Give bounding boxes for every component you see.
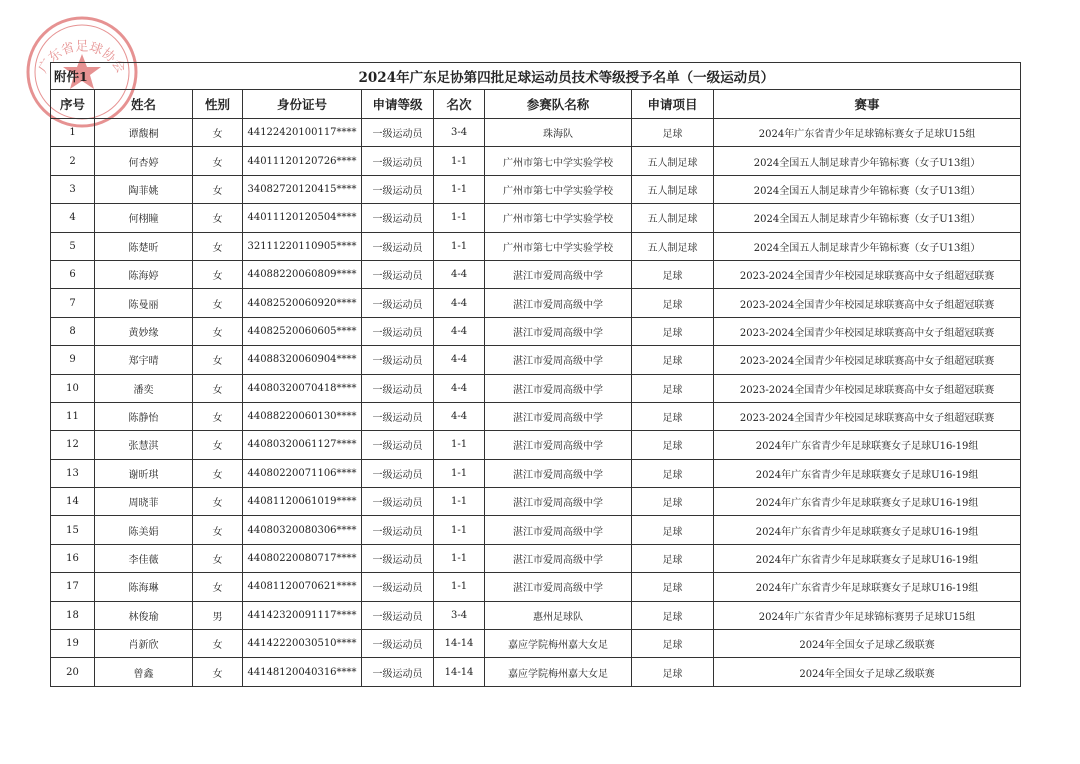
cell-gender: 男 — [193, 601, 243, 629]
table-row — [51, 516, 1021, 544]
cell-team: 湛江市爱周高级中学 — [485, 488, 632, 516]
seal-text: 广东省足球协会 — [35, 39, 129, 76]
cell-level: 一级运动员 — [362, 374, 434, 402]
cell-no: 3 — [51, 175, 95, 203]
cell-rank: 3-4 — [434, 119, 485, 147]
cell-rank: 1-1 — [434, 175, 485, 203]
cell-item: 五人制足球 — [632, 232, 714, 260]
cell-id: 44082520060920**** — [243, 289, 362, 317]
cell-rank: 14-14 — [434, 630, 485, 658]
cell-name: 何杏婷 — [95, 147, 193, 175]
cell-no: 1 — [51, 119, 95, 147]
cell-gender: 女 — [193, 232, 243, 260]
cell-rank: 1-1 — [434, 147, 485, 175]
cell-gender: 女 — [193, 459, 243, 487]
cell-team: 湛江市爱周高级中学 — [485, 459, 632, 487]
cell-gender: 女 — [193, 260, 243, 288]
table-row — [51, 601, 1021, 629]
cell-item: 足球 — [632, 630, 714, 658]
cell-rank: 1-1 — [434, 573, 485, 601]
cell-no: 20 — [51, 658, 95, 686]
cell-team: 湛江市爱周高级中学 — [485, 374, 632, 402]
table-row — [51, 431, 1021, 459]
cell-no: 7 — [51, 289, 95, 317]
table-row — [51, 573, 1021, 601]
cell-item: 足球 — [632, 459, 714, 487]
cell-item: 五人制足球 — [632, 147, 714, 175]
cell-id: 44088220060809**** — [243, 260, 362, 288]
cell-team: 广州市第七中学实验学校 — [485, 232, 632, 260]
cell-team: 珠海队 — [485, 119, 632, 147]
cell-gender: 女 — [193, 374, 243, 402]
table-row — [51, 204, 1021, 232]
cell-rank: 4-4 — [434, 289, 485, 317]
cell-name: 何栩瞳 — [95, 204, 193, 232]
cell-no: 8 — [51, 317, 95, 345]
cell-event: 2024年广东省青少年足球锦标赛男子足球U15组 — [714, 601, 1021, 629]
cell-item: 足球 — [632, 402, 714, 430]
cell-gender: 女 — [193, 544, 243, 572]
cell-rank: 1-1 — [434, 516, 485, 544]
cell-level: 一级运动员 — [362, 346, 434, 374]
cell-name: 肖新欣 — [95, 630, 193, 658]
cell-event: 2024年广东省青少年足球联赛女子足球U16-19组 — [714, 459, 1021, 487]
table-body — [51, 119, 1021, 687]
cell-id: 44081120070621**** — [243, 573, 362, 601]
header-name: 姓名 — [95, 90, 193, 119]
table-row — [51, 260, 1021, 288]
cell-rank: 4-4 — [434, 402, 485, 430]
cell-name: 陈美娟 — [95, 516, 193, 544]
cell-event: 2024年广东省青少年足球联赛女子足球U16-19组 — [714, 431, 1021, 459]
cell-no: 5 — [51, 232, 95, 260]
document-title: 2024年广东足协第四批足球运动员技术等级授予名单（一级运动员） — [193, 63, 1021, 90]
cell-no: 18 — [51, 601, 95, 629]
cell-rank: 1-1 — [434, 459, 485, 487]
cell-no: 15 — [51, 516, 95, 544]
cell-item: 足球 — [632, 658, 714, 686]
cell-id: 44082520060605**** — [243, 317, 362, 345]
cell-gender: 女 — [193, 516, 243, 544]
cell-gender: 女 — [193, 402, 243, 430]
table-row — [51, 658, 1021, 686]
cell-no: 11 — [51, 402, 95, 430]
cell-level: 一级运动员 — [362, 431, 434, 459]
header-team: 参赛队名称 — [485, 90, 632, 119]
cell-level: 一级运动员 — [362, 630, 434, 658]
cell-no: 9 — [51, 346, 95, 374]
cell-team: 湛江市爱周高级中学 — [485, 289, 632, 317]
cell-no: 2 — [51, 147, 95, 175]
cell-event: 2023-2024全国青少年校园足球联赛高中女子组超冠联赛 — [714, 374, 1021, 402]
cell-rank: 1-1 — [434, 232, 485, 260]
cell-item: 五人制足球 — [632, 175, 714, 203]
cell-id: 44088220060130**** — [243, 402, 362, 430]
header-row — [51, 90, 1021, 119]
cell-item: 足球 — [632, 601, 714, 629]
cell-level: 一级运动员 — [362, 544, 434, 572]
cell-gender: 女 — [193, 147, 243, 175]
cell-gender: 女 — [193, 289, 243, 317]
cell-team: 湛江市爱周高级中学 — [485, 573, 632, 601]
cell-event: 2024全国五人制足球青少年锦标赛（女子U13组） — [714, 232, 1021, 260]
cell-team: 湛江市爱周高级中学 — [485, 402, 632, 430]
cell-id: 44080220080717**** — [243, 544, 362, 572]
cell-event: 2024年广东省青少年足球联赛女子足球U16-19组 — [714, 516, 1021, 544]
cell-name: 陈楚昕 — [95, 232, 193, 260]
cell-no: 4 — [51, 204, 95, 232]
cell-id: 44080320080306**** — [243, 516, 362, 544]
cell-name: 潘奕 — [95, 374, 193, 402]
cell-team: 嘉应学院梅州嘉大女足 — [485, 630, 632, 658]
table-row — [51, 630, 1021, 658]
cell-level: 一级运动员 — [362, 232, 434, 260]
cell-gender: 女 — [193, 573, 243, 601]
cell-event: 2023-2024全国青少年校园足球联赛高中女子组超冠联赛 — [714, 346, 1021, 374]
cell-event: 2023-2024全国青少年校园足球联赛高中女子组超冠联赛 — [714, 402, 1021, 430]
cell-event: 2024年广东省青少年足球联赛女子足球U16-19组 — [714, 573, 1021, 601]
table-row — [51, 175, 1021, 203]
table-row — [51, 374, 1021, 402]
cell-name: 陈曼丽 — [95, 289, 193, 317]
cell-id: 44081120061019**** — [243, 488, 362, 516]
cell-id: 44080320070418**** — [243, 374, 362, 402]
document-sheet — [50, 62, 1020, 687]
header-event: 赛事 — [714, 90, 1021, 119]
cell-event: 2023-2024全国青少年校园足球联赛高中女子组超冠联赛 — [714, 260, 1021, 288]
cell-no: 16 — [51, 544, 95, 572]
cell-rank: 1-1 — [434, 488, 485, 516]
cell-name: 黄妙缘 — [95, 317, 193, 345]
table-row — [51, 119, 1021, 147]
cell-item: 五人制足球 — [632, 204, 714, 232]
cell-rank: 1-1 — [434, 544, 485, 572]
table-row — [51, 317, 1021, 345]
cell-level: 一级运动员 — [362, 573, 434, 601]
cell-item: 足球 — [632, 573, 714, 601]
cell-rank: 1-1 — [434, 204, 485, 232]
cell-name: 陶菲姚 — [95, 175, 193, 203]
cell-item: 足球 — [632, 289, 714, 317]
cell-gender: 女 — [193, 658, 243, 686]
table-row — [51, 232, 1021, 260]
cell-no: 12 — [51, 431, 95, 459]
table-row — [51, 544, 1021, 572]
cell-event: 2024年全国女子足球乙级联赛 — [714, 658, 1021, 686]
header-item: 申请项目 — [632, 90, 714, 119]
cell-name: 谭馥桐 — [95, 119, 193, 147]
header-id: 身份证号 — [243, 90, 362, 119]
cell-team: 湛江市爱周高级中学 — [485, 431, 632, 459]
cell-level: 一级运动员 — [362, 488, 434, 516]
cell-id: 44080220071106**** — [243, 459, 362, 487]
cell-gender: 女 — [193, 175, 243, 203]
cell-level: 一级运动员 — [362, 459, 434, 487]
cell-gender: 女 — [193, 204, 243, 232]
cell-level: 一级运动员 — [362, 175, 434, 203]
cell-rank: 4-4 — [434, 317, 485, 345]
cell-item: 足球 — [632, 374, 714, 402]
cell-level: 一级运动员 — [362, 601, 434, 629]
table-row — [51, 147, 1021, 175]
cell-item: 足球 — [632, 317, 714, 345]
attachment-label: 附件1 — [51, 63, 193, 90]
cell-id: 44148120040316**** — [243, 658, 362, 686]
cell-event: 2024年全国女子足球乙级联赛 — [714, 630, 1021, 658]
cell-gender: 女 — [193, 317, 243, 345]
cell-item: 足球 — [632, 346, 714, 374]
cell-item: 足球 — [632, 544, 714, 572]
cell-level: 一级运动员 — [362, 260, 434, 288]
cell-item: 足球 — [632, 431, 714, 459]
cell-gender: 女 — [193, 346, 243, 374]
cell-no: 17 — [51, 573, 95, 601]
cell-level: 一级运动员 — [362, 658, 434, 686]
header-level: 申请等级 — [362, 90, 434, 119]
cell-name: 林俊瑜 — [95, 601, 193, 629]
cell-level: 一级运动员 — [362, 317, 434, 345]
cell-event: 2024年广东省青少年足球锦标赛女子足球U15组 — [714, 119, 1021, 147]
cell-team: 湛江市爱周高级中学 — [485, 260, 632, 288]
table-row — [51, 488, 1021, 516]
cell-event: 2024全国五人制足球青少年锦标赛（女子U13组） — [714, 204, 1021, 232]
cell-team: 湛江市爱周高级中学 — [485, 544, 632, 572]
cell-level: 一级运动员 — [362, 516, 434, 544]
cell-id: 44142220030510**** — [243, 630, 362, 658]
cell-no: 10 — [51, 374, 95, 402]
cell-team: 湛江市爱周高级中学 — [485, 516, 632, 544]
cell-id: 44142320091117**** — [243, 601, 362, 629]
cell-item: 足球 — [632, 119, 714, 147]
table-row — [51, 402, 1021, 430]
title-row — [51, 63, 1021, 90]
cell-name: 谢昕琪 — [95, 459, 193, 487]
cell-no: 14 — [51, 488, 95, 516]
cell-event: 2024全国五人制足球青少年锦标赛（女子U13组） — [714, 175, 1021, 203]
cell-level: 一级运动员 — [362, 147, 434, 175]
header-gender: 性别 — [193, 90, 243, 119]
cell-event: 2024年广东省青少年足球联赛女子足球U16-19组 — [714, 488, 1021, 516]
cell-team: 惠州足球队 — [485, 601, 632, 629]
cell-name: 李佳薇 — [95, 544, 193, 572]
table-row — [51, 289, 1021, 317]
cell-rank: 4-4 — [434, 374, 485, 402]
cell-rank: 3-4 — [434, 601, 485, 629]
cell-id: 44011120120726**** — [243, 147, 362, 175]
cell-no: 19 — [51, 630, 95, 658]
cell-gender: 女 — [193, 630, 243, 658]
cell-name: 陈海琳 — [95, 573, 193, 601]
cell-gender: 女 — [193, 431, 243, 459]
cell-team: 广州市第七中学实验学校 — [485, 147, 632, 175]
cell-no: 6 — [51, 260, 95, 288]
cell-rank: 14-14 — [434, 658, 485, 686]
cell-event: 2024年广东省青少年足球联赛女子足球U16-19组 — [714, 544, 1021, 572]
cell-name: 郑宇晴 — [95, 346, 193, 374]
cell-level: 一级运动员 — [362, 204, 434, 232]
cell-rank: 1-1 — [434, 431, 485, 459]
cell-level: 一级运动员 — [362, 119, 434, 147]
cell-id: 32111220110905**** — [243, 232, 362, 260]
cell-item: 足球 — [632, 260, 714, 288]
cell-rank: 4-4 — [434, 260, 485, 288]
cell-id: 44088320060904**** — [243, 346, 362, 374]
cell-team: 广州市第七中学实验学校 — [485, 204, 632, 232]
cell-item: 足球 — [632, 488, 714, 516]
cell-name: 周晓菲 — [95, 488, 193, 516]
cell-rank: 4-4 — [434, 346, 485, 374]
cell-team: 湛江市爱周高级中学 — [485, 346, 632, 374]
cell-item: 足球 — [632, 516, 714, 544]
header-rank: 名次 — [434, 90, 485, 119]
cell-name: 曾鑫 — [95, 658, 193, 686]
cell-team: 湛江市爱周高级中学 — [485, 317, 632, 345]
cell-event: 2024全国五人制足球青少年锦标赛（女子U13组） — [714, 147, 1021, 175]
cell-id: 34082720120415**** — [243, 175, 362, 203]
cell-event: 2023-2024全国青少年校园足球联赛高中女子组超冠联赛 — [714, 289, 1021, 317]
table-row — [51, 346, 1021, 374]
cell-team: 嘉应学院梅州嘉大女足 — [485, 658, 632, 686]
cell-id: 44122420100117**** — [243, 119, 362, 147]
cell-name: 张慧淇 — [95, 431, 193, 459]
athlete-grade-table — [50, 62, 1021, 687]
table-row — [51, 459, 1021, 487]
cell-team: 广州市第七中学实验学校 — [485, 175, 632, 203]
cell-name: 陈海婷 — [95, 260, 193, 288]
cell-no: 13 — [51, 459, 95, 487]
cell-event: 2023-2024全国青少年校园足球联赛高中女子组超冠联赛 — [714, 317, 1021, 345]
cell-id: 44080320061127**** — [243, 431, 362, 459]
cell-gender: 女 — [193, 488, 243, 516]
cell-level: 一级运动员 — [362, 402, 434, 430]
cell-level: 一级运动员 — [362, 289, 434, 317]
cell-id: 44011120120504**** — [243, 204, 362, 232]
header-no: 序号 — [51, 90, 95, 119]
cell-gender: 女 — [193, 119, 243, 147]
cell-name: 陈静怡 — [95, 402, 193, 430]
